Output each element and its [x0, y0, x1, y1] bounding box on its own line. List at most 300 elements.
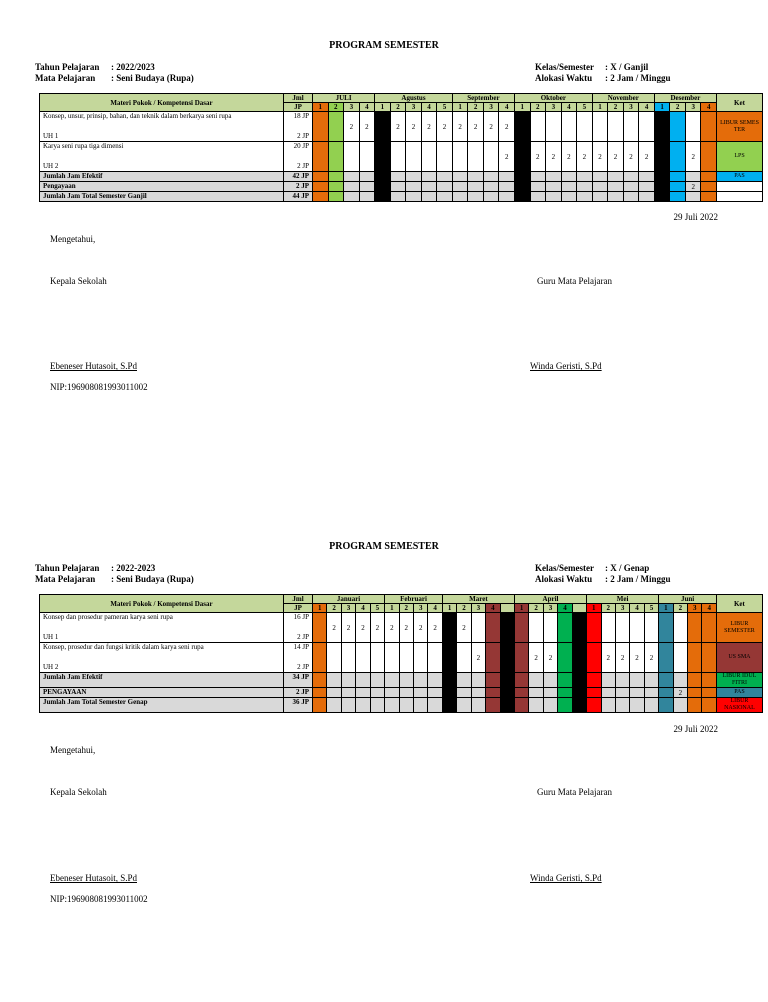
- summary-week-cell: [390, 192, 406, 202]
- week-cell: 2: [546, 142, 562, 172]
- summary-week-cell: [639, 182, 655, 192]
- week-number: 1: [452, 103, 468, 112]
- summary-week-cell: [546, 172, 562, 182]
- week-cell: [558, 613, 572, 643]
- summary-week-cell: [313, 172, 329, 182]
- week-cell: 2: [543, 643, 557, 673]
- summary-week-cell: [375, 192, 391, 202]
- summary-jml: 36 JP: [284, 698, 313, 713]
- summary-week-cell: [486, 673, 500, 688]
- summary-week-cell: [341, 688, 355, 698]
- summary-week-cell: [515, 182, 531, 192]
- week-number: 2: [468, 103, 484, 112]
- summary-week-cell: [313, 688, 327, 698]
- summary-week-cell: [654, 182, 670, 192]
- week-number: 4: [639, 103, 655, 112]
- jml-value: 18 JP: [293, 112, 309, 120]
- summary-week-cell: [601, 698, 615, 713]
- week-cell: [546, 112, 562, 142]
- summary-week-cell: [500, 673, 514, 688]
- summary-week-cell: [452, 172, 468, 182]
- week-cell: [370, 643, 384, 673]
- jml-cell: [284, 643, 313, 673]
- summary-week-cell: [406, 172, 422, 182]
- header-materi: Materi Pokok / Kompetensi Dasar: [40, 94, 284, 112]
- materi-text: Konsep, prosedur dan fungsi kritik dalam karya seni rupa: [43, 643, 204, 651]
- jml-value: 20 JP: [293, 142, 309, 150]
- summary-week-cell: [359, 172, 375, 182]
- month-header: Oktober: [515, 94, 593, 103]
- summary-week-cell: [688, 688, 702, 698]
- week-cell: 2: [399, 613, 413, 643]
- summary-week-cell: [344, 192, 360, 202]
- week-cell: [313, 142, 329, 172]
- summary-week-cell: [546, 192, 562, 202]
- summary-week-cell: [414, 698, 428, 713]
- kepsek-title: Kepala Sekolah: [50, 787, 107, 797]
- guru-name: Winda Geristi, S.Pd: [530, 361, 602, 371]
- week-cell: 2: [483, 112, 499, 142]
- materi-cell: [40, 112, 284, 142]
- document-date: 29 Juli 2022: [673, 724, 718, 734]
- summary-jml: 34 JP: [284, 673, 313, 688]
- kepsek-name: Ebeneser Hutasoit, S.Pd: [50, 361, 137, 371]
- week-number: 1: [375, 103, 391, 112]
- week-cell: 2: [428, 613, 442, 643]
- month-header: Mei: [587, 595, 659, 604]
- summary-week-cell: [375, 182, 391, 192]
- week-cell: 2: [414, 613, 428, 643]
- summary-week-cell: [577, 192, 593, 202]
- week-cell: [313, 613, 327, 643]
- summary-week-cell: [601, 688, 615, 698]
- summary-week-cell: [630, 698, 644, 713]
- week-number: 3: [543, 604, 557, 613]
- ket-cell: PAS: [716, 172, 762, 182]
- summary-week-cell: [428, 688, 442, 698]
- summary-jml: 44 JP: [284, 192, 313, 202]
- summary-week-cell: [406, 182, 422, 192]
- summary-week-cell: [577, 172, 593, 182]
- week-cell: [577, 112, 593, 142]
- week-cell: [327, 643, 341, 673]
- week-cell: 2: [327, 613, 341, 643]
- summary-week-cell: [572, 688, 586, 698]
- summary-week-cell: [630, 688, 644, 698]
- week-cell: [344, 142, 360, 172]
- summary-week-cell: [313, 182, 329, 192]
- week-number: 2: [529, 604, 543, 613]
- week-cell: 2: [359, 112, 375, 142]
- summary-week-cell: [385, 673, 399, 688]
- week-number: 1: [514, 604, 528, 613]
- summary-week-cell: [457, 698, 471, 713]
- mengetahui-label: Mengetahui,: [50, 234, 96, 244]
- week-cell: [390, 142, 406, 172]
- summary-week-cell: [486, 688, 500, 698]
- summary-week-cell: [546, 182, 562, 192]
- week-cell: [515, 142, 531, 172]
- summary-week-cell: [515, 192, 531, 202]
- summary-label: Pengayaan: [40, 182, 284, 192]
- materi-cell: [40, 142, 284, 172]
- week-cell: [644, 613, 658, 643]
- summary-week-cell: [313, 698, 327, 713]
- week-cell: [701, 142, 717, 172]
- summary-label: Jumlah Jam Total Semester Ganjil: [40, 192, 284, 202]
- materi-text: Karya seni rupa tiga dimensi: [43, 142, 124, 150]
- week-cell: [428, 643, 442, 673]
- summary-week-cell: [313, 192, 329, 202]
- summary-week-cell: [499, 192, 515, 202]
- summary-week-cell: [356, 688, 370, 698]
- week-number: 3: [414, 604, 428, 613]
- summary-week-cell: [390, 172, 406, 182]
- week-number: 4: [359, 103, 375, 112]
- summary-week-cell: [500, 688, 514, 698]
- summary-week-cell: [514, 673, 528, 688]
- summary-label: Jumlah Jam Total Semester Genap: [40, 698, 284, 713]
- header-jp: JP: [284, 103, 313, 112]
- summary-week-cell: [328, 172, 344, 182]
- week-cell: [529, 613, 543, 643]
- summary-week-cell: [327, 688, 341, 698]
- alokasi-waktu: Alokasi Waktu : 2 Jam / Minggu: [535, 73, 671, 83]
- week-number: 3: [483, 103, 499, 112]
- week-cell: [592, 112, 608, 142]
- week-cell: [442, 613, 456, 643]
- summary-week-cell: [529, 673, 543, 688]
- summary-week-cell: [514, 698, 528, 713]
- week-number: 2: [399, 604, 413, 613]
- jml-cell: [284, 613, 313, 643]
- week-cell: [623, 112, 639, 142]
- week-cell: 2: [639, 142, 655, 172]
- summary-label: PENGAYAAN: [40, 688, 284, 698]
- week-number: 5: [577, 103, 593, 112]
- week-cell: [558, 643, 572, 673]
- ket-cell: US SMA: [716, 643, 762, 673]
- week-cell: [639, 112, 655, 142]
- week-number: 4: [561, 103, 577, 112]
- summary-jml: 2 JP: [284, 182, 313, 192]
- jml-value: 16 JP: [293, 613, 309, 621]
- summary-week-cell: [399, 673, 413, 688]
- week-cell: 2: [390, 112, 406, 142]
- week-cell: 2: [406, 112, 422, 142]
- week-number: 1: [442, 604, 456, 613]
- materi-text: Konsep dan prosedur pameran karya seni rupa: [43, 613, 173, 621]
- week-cell: [313, 643, 327, 673]
- week-number: 4: [558, 604, 572, 613]
- summary-week-cell: [428, 673, 442, 688]
- week-cell: [421, 142, 437, 172]
- week-number: 3: [471, 604, 485, 613]
- summary-week-cell: [558, 688, 572, 698]
- summary-week-cell: [483, 192, 499, 202]
- week-cell: [486, 613, 500, 643]
- summary-week-cell: 2: [685, 182, 701, 192]
- page-title: PROGRAM SEMESTER: [329, 541, 439, 552]
- summary-week-cell: [313, 673, 327, 688]
- week-cell: 2: [615, 643, 629, 673]
- summary-week-cell: [457, 688, 471, 698]
- week-cell: [702, 643, 716, 673]
- week-cell: [515, 112, 531, 142]
- week-cell: [483, 142, 499, 172]
- week-number: 1: [592, 103, 608, 112]
- tahun-pelajaran: Tahun Pelajaran : 2022/2023: [35, 62, 155, 72]
- week-number: 4: [499, 103, 515, 112]
- summary-week-cell: 2: [673, 688, 687, 698]
- summary-week-cell: [577, 182, 593, 192]
- summary-week-cell: [659, 673, 673, 688]
- week-cell: [688, 643, 702, 673]
- summary-week-cell: [486, 698, 500, 713]
- summary-week-cell: [406, 192, 422, 202]
- week-cell: [608, 112, 624, 142]
- summary-week-cell: [623, 192, 639, 202]
- ket-cell: LPS: [716, 142, 762, 172]
- week-number: 2: [327, 604, 341, 613]
- summary-week-cell: [529, 698, 543, 713]
- week-cell: [587, 613, 601, 643]
- week-cell: 2: [601, 643, 615, 673]
- week-cell: [670, 112, 686, 142]
- guru-name: Winda Geristi, S.Pd: [530, 873, 602, 883]
- month-header: JULI: [313, 94, 375, 103]
- summary-week-cell: [623, 172, 639, 182]
- week-cell: 2: [499, 142, 515, 172]
- summary-week-cell: [702, 698, 716, 713]
- summary-week-cell: [515, 172, 531, 182]
- summary-week-cell: [328, 192, 344, 202]
- summary-label: Jumlah Jam Efektif: [40, 172, 284, 182]
- summary-week-cell: [370, 688, 384, 698]
- week-cell: 2: [577, 142, 593, 172]
- summary-week-cell: [654, 172, 670, 182]
- summary-week-cell: [608, 192, 624, 202]
- summary-week-cell: [341, 673, 355, 688]
- summary-week-cell: [561, 192, 577, 202]
- week-cell: [670, 142, 686, 172]
- week-cell: [328, 142, 344, 172]
- week-cell: 2: [437, 112, 453, 142]
- week-cell: [701, 112, 717, 142]
- week-cell: [457, 643, 471, 673]
- week-number: 1: [313, 103, 329, 112]
- week-number: 4: [356, 604, 370, 613]
- summary-week-cell: [385, 698, 399, 713]
- summary-week-cell: [421, 172, 437, 182]
- week-cell: [572, 643, 586, 673]
- month-header: Juni: [659, 595, 717, 604]
- week-number: 2: [390, 103, 406, 112]
- week-cell: [359, 142, 375, 172]
- semester-table: [39, 594, 763, 713]
- week-number: 5: [644, 604, 658, 613]
- week-cell: 2: [561, 142, 577, 172]
- summary-week-cell: [399, 688, 413, 698]
- summary-week-cell: [468, 192, 484, 202]
- week-cell: [630, 613, 644, 643]
- summary-week-cell: [471, 673, 485, 688]
- week-number: 3: [341, 604, 355, 613]
- summary-week-cell: [701, 172, 717, 182]
- week-cell: [587, 643, 601, 673]
- summary-week-cell: [659, 688, 673, 698]
- summary-week-cell: [702, 688, 716, 698]
- summary-week-cell: [561, 182, 577, 192]
- week-number: 3: [688, 604, 702, 613]
- week-number: 3: [615, 604, 629, 613]
- summary-week-cell: [344, 182, 360, 192]
- week-cell: 2: [471, 643, 485, 673]
- summary-week-cell: [442, 688, 456, 698]
- week-number: 3: [685, 103, 701, 112]
- month-header: April: [514, 595, 586, 604]
- summary-week-cell: [530, 182, 546, 192]
- week-number: 1: [654, 103, 670, 112]
- week-number: 2: [601, 604, 615, 613]
- jml-cell: [284, 112, 313, 142]
- week-cell: [442, 643, 456, 673]
- jml-value: 14 JP: [293, 643, 309, 651]
- week-cell: 2: [356, 613, 370, 643]
- week-number: 1: [385, 604, 399, 613]
- jml-sub: 2 JP: [297, 162, 309, 170]
- summary-week-cell: [356, 698, 370, 713]
- kelas-semester: Kelas/Semester : X / Ganjil: [535, 62, 649, 72]
- summary-week-cell: [457, 673, 471, 688]
- ket-cell: LIBUR IDUL FITRI: [716, 673, 762, 688]
- summary-week-cell: [688, 673, 702, 688]
- summary-week-cell: [530, 192, 546, 202]
- week-number: 4: [702, 604, 716, 613]
- week-cell: 2: [457, 613, 471, 643]
- week-number: 2: [670, 103, 686, 112]
- header-ket: Ket: [716, 595, 762, 613]
- week-cell: 2: [685, 142, 701, 172]
- summary-week-cell: [702, 673, 716, 688]
- week-cell: 2: [385, 613, 399, 643]
- week-cell: [468, 142, 484, 172]
- week-cell: [702, 613, 716, 643]
- summary-week-cell: [572, 673, 586, 688]
- summary-week-cell: [452, 192, 468, 202]
- summary-week-cell: [673, 698, 687, 713]
- summary-week-cell: [572, 698, 586, 713]
- week-cell: [601, 613, 615, 643]
- month-header: Maret: [442, 595, 514, 604]
- month-header: Desember: [654, 94, 716, 103]
- week-cell: [572, 613, 586, 643]
- week-cell: [530, 112, 546, 142]
- week-cell: [399, 643, 413, 673]
- summary-week-cell: [701, 182, 717, 192]
- summary-week-cell: [327, 698, 341, 713]
- week-number: 2: [530, 103, 546, 112]
- header-materi: Materi Pokok / Kompetensi Dasar: [40, 595, 284, 613]
- week-cell: [615, 613, 629, 643]
- summary-week-cell: [644, 698, 658, 713]
- summary-week-cell: [344, 172, 360, 182]
- summary-week-cell: [543, 673, 557, 688]
- summary-week-cell: [592, 172, 608, 182]
- summary-week-cell: [390, 182, 406, 192]
- ket-cell: [716, 182, 762, 192]
- week-cell: [406, 142, 422, 172]
- summary-week-cell: [437, 182, 453, 192]
- summary-jml: 2 JP: [284, 688, 313, 698]
- week-cell: [375, 142, 391, 172]
- week-cell: 2: [608, 142, 624, 172]
- header-jml: Jml: [284, 595, 313, 604]
- summary-week-cell: [608, 172, 624, 182]
- header-ket: Ket: [716, 94, 762, 112]
- week-cell: 2: [468, 112, 484, 142]
- summary-week-cell: [483, 182, 499, 192]
- summary-week-cell: [327, 673, 341, 688]
- summary-week-cell: [437, 192, 453, 202]
- mata-pelajaran: Mata Pelajaran : Seni Budaya (Rupa): [35, 574, 194, 584]
- week-cell: [414, 643, 428, 673]
- alokasi-waktu: Alokasi Waktu : 2 Jam / Minggu: [535, 574, 671, 584]
- week-cell: [341, 643, 355, 673]
- week-number: 2: [328, 103, 344, 112]
- summary-week-cell: [587, 698, 601, 713]
- summary-jml: 42 JP: [284, 172, 313, 182]
- summary-week-cell: [399, 698, 413, 713]
- materi-sub: UH 1: [43, 132, 59, 140]
- summary-week-cell: [601, 673, 615, 688]
- summary-week-cell: [543, 698, 557, 713]
- week-cell: [356, 643, 370, 673]
- week-cell: 2: [592, 142, 608, 172]
- summary-week-cell: [644, 688, 658, 698]
- summary-week-cell: [442, 698, 456, 713]
- materi-sub: UH 2: [43, 663, 59, 671]
- week-number: 3: [623, 103, 639, 112]
- summary-week-cell: [359, 182, 375, 192]
- summary-week-cell: [452, 182, 468, 192]
- materi-cell: [40, 643, 284, 673]
- week-number: [500, 604, 514, 613]
- week-cell: [514, 613, 528, 643]
- week-number: 1: [515, 103, 531, 112]
- tahun-pelajaran: Tahun Pelajaran : 2022-2023: [35, 563, 156, 573]
- summary-week-cell: [468, 182, 484, 192]
- header-jp: JP: [284, 604, 313, 613]
- week-number: 5: [437, 103, 453, 112]
- week-cell: [654, 112, 670, 142]
- summary-week-cell: [701, 192, 717, 202]
- summary-week-cell: [587, 673, 601, 688]
- summary-week-cell: [385, 688, 399, 698]
- week-cell: [688, 613, 702, 643]
- kepsek-title: Kepala Sekolah: [50, 276, 107, 286]
- ket-cell: [716, 192, 762, 202]
- week-cell: [543, 613, 557, 643]
- summary-week-cell: [608, 182, 624, 192]
- week-cell: 2: [529, 643, 543, 673]
- week-number: 2: [608, 103, 624, 112]
- month-header: September: [452, 94, 514, 103]
- month-header: Januari: [313, 595, 385, 604]
- summary-week-cell: [421, 182, 437, 192]
- week-cell: [514, 643, 528, 673]
- header-jml: Jml: [284, 94, 313, 103]
